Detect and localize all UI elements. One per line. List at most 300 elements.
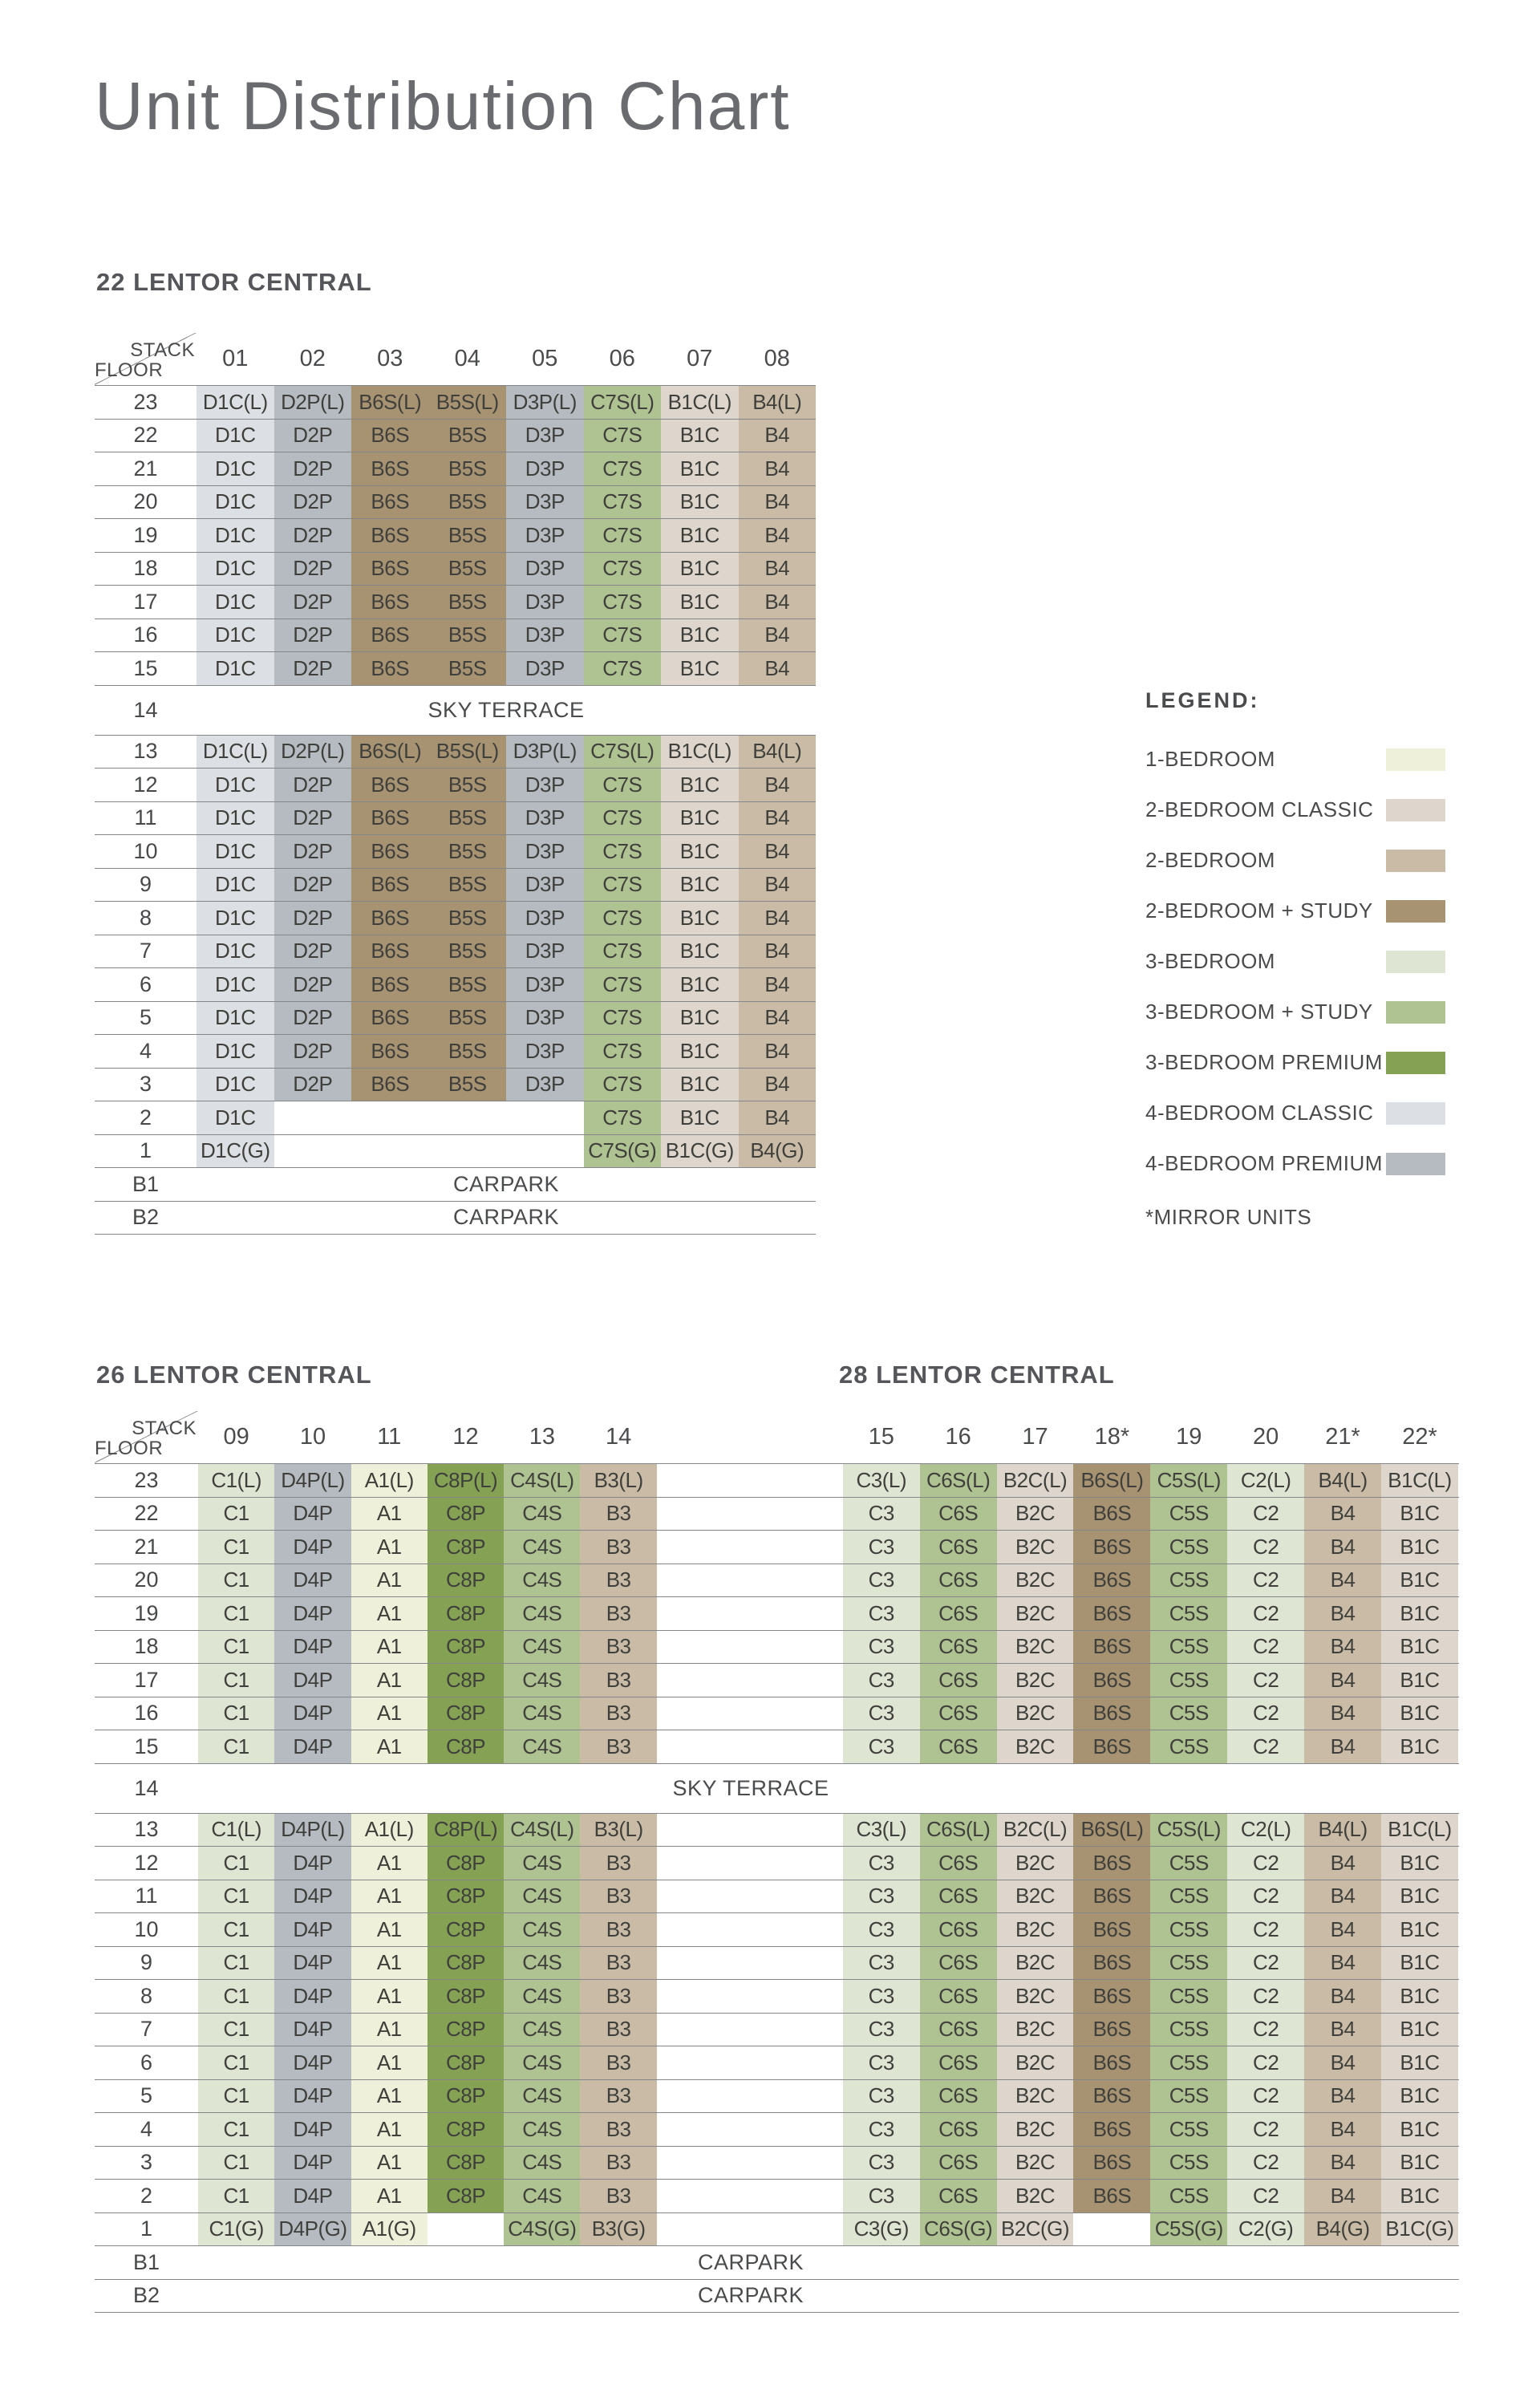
unit-cell: B6S — [1073, 1730, 1150, 1763]
unit-cell: B4 — [1304, 1947, 1381, 1980]
unit-cell: C1 — [198, 2113, 274, 2146]
unit-cell: A1 — [351, 2180, 428, 2212]
unit-cell: B4 — [739, 1069, 817, 1101]
floor-row-5 — [95, 2080, 1459, 2114]
unit-cell: B1C — [661, 420, 739, 452]
unit-cell: B4 — [1304, 1564, 1381, 1597]
legend-item-label: 3-BEDROOM — [1145, 949, 1275, 973]
legend-swatch — [1386, 1001, 1445, 1024]
legend-item-label: 2-BEDROOM + STUDY — [1145, 898, 1373, 923]
unit-cell: B6S — [351, 869, 429, 902]
unit-cell: B5S — [429, 769, 507, 801]
unit-cell: B1C(L) — [661, 386, 739, 419]
unit-cell: B4 — [739, 586, 817, 619]
unit-cell: C3 — [843, 1913, 920, 1946]
legend-item — [1145, 734, 1445, 785]
floor-row-15 — [95, 652, 816, 686]
unit-cell: A1 — [351, 2046, 428, 2079]
floor-row-12 — [95, 1847, 1459, 1880]
floor-label-cell: 12 — [133, 772, 158, 797]
unit-cell: C8P — [428, 1880, 504, 1913]
unit-cell: B4 — [1304, 1597, 1381, 1630]
stack-header-18m: 18* — [1094, 1424, 1130, 1450]
unit-cell: B6S — [351, 835, 429, 868]
unit-cell: A1(G) — [351, 2213, 428, 2246]
unit-cell: C8P — [428, 1531, 504, 1564]
unit-cell: D3P — [506, 1035, 584, 1068]
unit-cell: B1C — [661, 869, 739, 902]
legend-heading: LEGEND: — [1145, 688, 1260, 712]
unit-cell: C5S — [1150, 2080, 1227, 2113]
unit-cell: C5S — [1150, 2014, 1227, 2046]
table-22-lentor-central — [95, 333, 816, 1235]
floor-label-cell: 17 — [133, 589, 158, 614]
unit-cell: B6S(L) — [1073, 1464, 1150, 1497]
unit-cell: D3P — [506, 968, 584, 1001]
unit-cell: C4S(L) — [504, 1464, 580, 1497]
unit-cell: C4S — [504, 2046, 580, 2079]
unit-cell: B6S — [1073, 2113, 1150, 2146]
unit-cell: B4 — [739, 802, 817, 835]
row-gap — [657, 2046, 843, 2079]
unit-cell: C8P(L) — [428, 1814, 504, 1847]
stack-header-07: 07 — [687, 346, 713, 371]
unit-cell: B4 — [739, 968, 817, 1001]
unit-cell: B6S — [1073, 2147, 1150, 2180]
row-gap — [657, 1498, 843, 1531]
unit-cell: C7S — [584, 835, 662, 868]
unit-cell: B5S — [429, 802, 507, 835]
unit-cell: C4S — [504, 2080, 580, 2113]
unit-cell: D3P — [506, 1069, 584, 1101]
unit-cell: A1 — [351, 2113, 428, 2146]
unit-cell: D1C — [197, 968, 274, 1001]
unit-cell: C6S — [920, 2180, 997, 2212]
unit-cell: D1C — [197, 652, 274, 685]
unit-cell: C3 — [843, 1498, 920, 1531]
floor-row-6 — [95, 2046, 1459, 2080]
unit-cell: B6S(L) — [351, 736, 429, 769]
floor-row-B2 — [95, 1202, 816, 1235]
unit-cell: B3 — [580, 1980, 656, 2013]
unit-cell: B2C — [997, 1880, 1074, 1913]
unit-cell: C1 — [198, 1631, 274, 1664]
unit-cell: B2C — [997, 1664, 1074, 1697]
unit-cell: C7S — [584, 1069, 662, 1101]
row-gap — [657, 1564, 843, 1597]
unit-cell: C4S — [504, 1564, 580, 1597]
unit-cell: C5S — [1150, 1498, 1227, 1531]
unit-cell: B2C — [997, 1913, 1074, 1946]
unit-cell: D4P — [274, 2080, 351, 2113]
floor-row-B2 — [95, 2280, 1459, 2314]
unit-cell: B1C — [661, 1069, 739, 1101]
unit-cell: D1C — [197, 902, 274, 935]
legend-item-label: 2-BEDROOM CLASSIC — [1145, 797, 1374, 821]
unit-cell: D1C(L) — [197, 736, 274, 769]
unit-cell: B1C — [1381, 1564, 1458, 1597]
floor-label-cell: 2 — [140, 2183, 153, 2208]
unit-cell: C2(L) — [1227, 1464, 1304, 1497]
unit-cell: B5S — [429, 586, 507, 619]
floor-label-cell: 10 — [134, 1916, 159, 1941]
unit-cell: B3 — [580, 2113, 656, 2146]
unit-cell: B1C — [661, 652, 739, 685]
legend-item-label: 2-BEDROOM — [1145, 848, 1275, 872]
sky-terrace-label: SKY TERRACE — [428, 697, 585, 722]
floor-label-cell: B2 — [132, 1205, 160, 1230]
floor-label-cell: B2 — [132, 2283, 160, 2308]
row-gap — [657, 1697, 843, 1730]
floor-label-cell: 13 — [134, 1817, 159, 1842]
unit-cell: C4S — [504, 2113, 580, 2146]
stack-header-13: 13 — [529, 1424, 555, 1450]
unit-cell: B4 — [739, 769, 817, 801]
unit-cell: C5S — [1150, 1913, 1227, 1946]
unit-cell: D3P — [506, 452, 584, 485]
unit-cell: B1C — [1381, 1597, 1458, 1630]
unit-cell: C6S — [920, 1597, 997, 1630]
unit-cell: C4S — [504, 1880, 580, 1913]
unit-cell: D4P — [274, 2147, 351, 2180]
sky-terrace-label: SKY TERRACE — [672, 1775, 829, 1800]
unit-cell: C1 — [198, 1697, 274, 1730]
floor-label-cell: 7 — [139, 939, 152, 963]
unit-cell: B2C — [997, 1498, 1074, 1531]
table28-heading: 28 LENTOR CENTRAL — [839, 1361, 1115, 1389]
stack-header-09: 09 — [223, 1424, 249, 1450]
unit-cell: B5S — [429, 1035, 507, 1068]
empty-cell — [506, 1135, 584, 1168]
unit-cell: B6S — [1073, 1913, 1150, 1946]
unit-cell: B5S — [429, 1002, 507, 1035]
unit-cell: B4 — [739, 935, 817, 968]
unit-cell: C6S — [920, 1498, 997, 1531]
unit-cell: A1 — [351, 1597, 428, 1630]
unit-cell: B6S(L) — [351, 386, 429, 419]
unit-cell: B1C — [661, 586, 739, 619]
unit-cell: D2P — [274, 452, 352, 485]
unit-cell: B2C — [997, 1697, 1074, 1730]
unit-cell: C2 — [1227, 1880, 1304, 1913]
unit-cell: C1(L) — [198, 1814, 274, 1847]
unit-cell: C2 — [1227, 1597, 1304, 1630]
table-header-row — [95, 1411, 1459, 1464]
unit-cell: B3(L) — [580, 1814, 656, 1847]
unit-cell: B1C(L) — [661, 736, 739, 769]
unit-cell: B4(L) — [1304, 1814, 1381, 1847]
stack-header-19: 19 — [1176, 1424, 1202, 1450]
floor-label-cell: 12 — [134, 1850, 159, 1875]
unit-cell: C4S — [504, 1730, 580, 1763]
unit-cell: B1C(G) — [661, 1135, 739, 1168]
unit-cell: C6S — [920, 1531, 997, 1564]
legend-item-label: 4-BEDROOM PREMIUM — [1145, 1151, 1383, 1175]
unit-cell: C6S(G) — [920, 2213, 997, 2246]
unit-cell: D4P — [274, 1980, 351, 2013]
unit-cell: B6S — [1073, 1631, 1150, 1664]
unit-cell: D4P — [274, 2113, 351, 2146]
page-title: Unit Distribution Chart — [95, 68, 791, 144]
unit-cell: C7S — [584, 519, 662, 552]
legend-item-label: 1-BEDROOM — [1145, 747, 1275, 771]
unit-cell: D1C — [197, 1101, 274, 1134]
carpark-cell — [198, 2280, 1459, 2313]
unit-cell: B4 — [1304, 2046, 1381, 2079]
unit-cell: B2C — [997, 2080, 1074, 2113]
unit-cell: C3 — [843, 2180, 920, 2212]
unit-cell: B3(L) — [580, 1464, 656, 1497]
unit-cell: D4P — [274, 1597, 351, 1630]
unit-cell: B6S — [351, 769, 429, 801]
unit-cell: B1C — [1381, 2180, 1458, 2212]
unit-cell: D1C — [197, 869, 274, 902]
legend-item-label: 4-BEDROOM CLASSIC — [1145, 1101, 1374, 1125]
unit-cell: C4S — [504, 1947, 580, 1980]
unit-cell: C4S — [504, 1531, 580, 1564]
unit-cell: D1C — [197, 486, 274, 519]
unit-cell: B2C — [997, 1597, 1074, 1630]
floor-label-cell: 9 — [140, 1950, 153, 1975]
unit-cell: D4P — [274, 2180, 351, 2212]
unit-cell: B5S — [429, 968, 507, 1001]
unit-cell: B3 — [580, 2080, 656, 2113]
unit-cell: D1C — [197, 769, 274, 801]
unit-cell: C3 — [843, 2113, 920, 2146]
unit-cell: B4 — [739, 1002, 817, 1035]
unit-cell: B1C — [661, 968, 739, 1001]
unit-cell: C1 — [198, 1980, 274, 2013]
unit-cell: C3 — [843, 1947, 920, 1980]
unit-cell: C8P — [428, 2180, 504, 2212]
unit-cell: C8P — [428, 1697, 504, 1730]
unit-cell: C8P — [428, 2147, 504, 2180]
unit-cell: B2C — [997, 2180, 1074, 2212]
stack-header-15: 15 — [868, 1424, 894, 1450]
unit-cell: C7S — [584, 935, 662, 968]
unit-cell: D2P — [274, 420, 352, 452]
unit-cell: D3P — [506, 619, 584, 652]
unit-cell: C1 — [198, 1947, 274, 1980]
unit-cell: C1(G) — [198, 2213, 274, 2246]
unit-cell: D1C — [197, 1035, 274, 1068]
row-gap — [657, 1631, 843, 1664]
unit-cell: C6S — [920, 2147, 997, 2180]
unit-cell: D3P — [506, 1002, 584, 1035]
unit-cell: B6S — [1073, 1847, 1150, 1880]
floor-label-cell: 11 — [134, 805, 157, 830]
unit-cell: B6S — [1073, 1880, 1150, 1913]
unit-cell: B2C — [997, 1531, 1074, 1564]
unit-cell: C3(L) — [843, 1814, 920, 1847]
unit-cell: B5S(L) — [429, 386, 507, 419]
unit-cell: C1 — [198, 1730, 274, 1763]
unit-cell: C2 — [1227, 1564, 1304, 1597]
unit-cell: C6S — [920, 1880, 997, 1913]
legend-item — [1145, 835, 1445, 886]
unit-cell: C3 — [843, 1730, 920, 1763]
unit-cell: B1C — [661, 935, 739, 968]
unit-cell: B1C — [661, 1002, 739, 1035]
unit-cell: B5S — [429, 935, 507, 968]
legend-item — [1145, 886, 1445, 936]
table22-heading: 22 LENTOR CENTRAL — [96, 268, 372, 296]
unit-cell: B6S — [1073, 1664, 1150, 1697]
floor-row-B1 — [95, 1168, 816, 1202]
unit-cell: C7S — [584, 1035, 662, 1068]
unit-cell: B4 — [739, 619, 817, 652]
floor-row-1 — [95, 2213, 1459, 2247]
unit-cell: B1C — [1381, 1847, 1458, 1880]
unit-cell: A1 — [351, 1498, 428, 1531]
unit-cell: B4 — [1304, 2080, 1381, 2113]
unit-cell: B5S — [429, 835, 507, 868]
floor-label-cell: 22 — [133, 423, 158, 448]
unit-cell: B2C — [997, 2147, 1074, 2180]
floor-label-cell: 14 — [133, 697, 158, 722]
unit-cell: B1C — [1381, 1947, 1458, 1980]
unit-cell: D1C — [197, 619, 274, 652]
unit-cell: C5S — [1150, 1697, 1227, 1730]
unit-cell: D3P — [506, 652, 584, 685]
stack-header-21m: 21* — [1325, 1424, 1360, 1450]
unit-cell: C7S(L) — [584, 386, 662, 419]
unit-cell: A1 — [351, 1564, 428, 1597]
unit-cell: C3 — [843, 2046, 920, 2079]
floor-label-cell: 13 — [133, 739, 158, 764]
unit-cell: A1 — [351, 1913, 428, 1946]
unit-cell: C2 — [1227, 1947, 1304, 1980]
unit-cell: D2P — [274, 1035, 352, 1068]
stack-header-06: 06 — [609, 346, 635, 371]
floor-row-11 — [95, 802, 816, 836]
unit-cell: B4 — [1304, 2147, 1381, 2180]
unit-cell: D3P — [506, 519, 584, 552]
unit-cell: D1C — [197, 452, 274, 485]
unit-cell: B6S — [351, 452, 429, 485]
unit-cell: A1 — [351, 1631, 428, 1664]
legend — [1145, 688, 1445, 1230]
unit-cell: C1 — [198, 1531, 274, 1564]
unit-cell: C2 — [1227, 1730, 1304, 1763]
unit-cell: C6S — [920, 1980, 997, 2013]
carpark-label: CARPARK — [697, 2249, 804, 2274]
row-gap — [657, 1947, 843, 1980]
floor-label-cell: 6 — [140, 2050, 153, 2075]
unit-cell: B2C — [997, 1631, 1074, 1664]
empty-cell — [428, 2213, 504, 2246]
floor-label-cell: 21 — [133, 456, 158, 481]
legend-item — [1145, 1088, 1445, 1138]
unit-cell: B4 — [1304, 1631, 1381, 1664]
floor-label-cell: 17 — [134, 1667, 159, 1692]
legend-item — [1145, 987, 1445, 1037]
row-gap — [657, 1880, 843, 1913]
table-26-28-lentor-central — [95, 1411, 1459, 2313]
row-gap — [657, 2180, 843, 2212]
unit-cell: C1 — [198, 2080, 274, 2113]
unit-cell: C4S — [504, 1664, 580, 1697]
floor-label-cell: 18 — [133, 556, 158, 581]
carpark-cell — [197, 1202, 816, 1235]
row-gap — [657, 2213, 843, 2246]
legend-swatch — [1386, 850, 1445, 872]
legend-item-label: 3-BEDROOM PREMIUM — [1145, 1050, 1383, 1074]
unit-cell: B3(G) — [580, 2213, 656, 2246]
unit-cell: D2P — [274, 769, 352, 801]
unit-cell: B4(L) — [739, 386, 817, 419]
stack-header-08: 08 — [764, 346, 790, 371]
unit-cell: D3P — [506, 553, 584, 586]
unit-cell: B2C — [997, 2113, 1074, 2146]
unit-cell: B2C(L) — [997, 1464, 1074, 1497]
floor-label-cell: 15 — [134, 1734, 159, 1758]
stack-header-14: 14 — [606, 1424, 632, 1450]
unit-cell: D1C — [197, 935, 274, 968]
unit-cell: D3P — [506, 802, 584, 835]
unit-cell: D1C — [197, 586, 274, 619]
floor-row-13 — [95, 1814, 1459, 1847]
unit-cell: B2C(G) — [997, 2213, 1074, 2246]
unit-cell: D2P — [274, 902, 352, 935]
unit-cell: B2C(L) — [997, 1814, 1074, 1847]
unit-cell: B1C — [1381, 2080, 1458, 2113]
unit-cell: B1C — [661, 519, 739, 552]
floor-label: FLOOR — [95, 359, 164, 381]
unit-cell: B2C — [997, 1564, 1074, 1597]
floor-row-5 — [95, 1002, 816, 1036]
floor-label-cell: 7 — [140, 2017, 153, 2042]
unit-cell: B6S — [1073, 1697, 1150, 1730]
unit-cell: D4P(G) — [274, 2213, 351, 2246]
floor-row-9 — [95, 869, 816, 902]
unit-cell: B3 — [580, 1498, 656, 1531]
legend-swatch — [1386, 1052, 1445, 1074]
floor-row-B1 — [95, 2246, 1459, 2280]
floor-row-23 — [95, 386, 816, 420]
floor-row-14 — [95, 1764, 1459, 1814]
unit-cell: D3P — [506, 486, 584, 519]
row-gap — [657, 2147, 843, 2180]
unit-cell: C5S — [1150, 1980, 1227, 2013]
unit-cell: C4S — [504, 1847, 580, 1880]
unit-cell: C3 — [843, 1847, 920, 1880]
unit-cell: B2C — [997, 2014, 1074, 2046]
unit-cell: C2 — [1227, 1631, 1304, 1664]
unit-cell: C2 — [1227, 2080, 1304, 2113]
unit-cell: C6S — [920, 2080, 997, 2113]
legend-note: *MIRROR UNITS — [1145, 1205, 1312, 1229]
carpark-label: CARPARK — [452, 1205, 560, 1230]
unit-cell: B6S — [351, 586, 429, 619]
floor-label-cell: 3 — [140, 2150, 153, 2175]
unit-cell: B6S — [1073, 1564, 1150, 1597]
unit-cell: B6S — [1073, 2014, 1150, 2046]
unit-cell: B5S — [429, 452, 507, 485]
unit-cell: B1C — [661, 553, 739, 586]
floor-row-6 — [95, 968, 816, 1002]
floor-row-16 — [95, 619, 816, 653]
floor-row-3 — [95, 1069, 816, 1102]
unit-cell: C7S — [584, 553, 662, 586]
floor-row-7 — [95, 2014, 1459, 2047]
unit-cell: D1C — [197, 553, 274, 586]
unit-cell: B1C(G) — [1381, 2213, 1458, 2246]
floor-row-23 — [95, 1464, 1459, 1498]
unit-cell: D2P — [274, 652, 352, 685]
unit-cell: C4S — [504, 1913, 580, 1946]
floor-row-17 — [95, 1664, 1459, 1697]
